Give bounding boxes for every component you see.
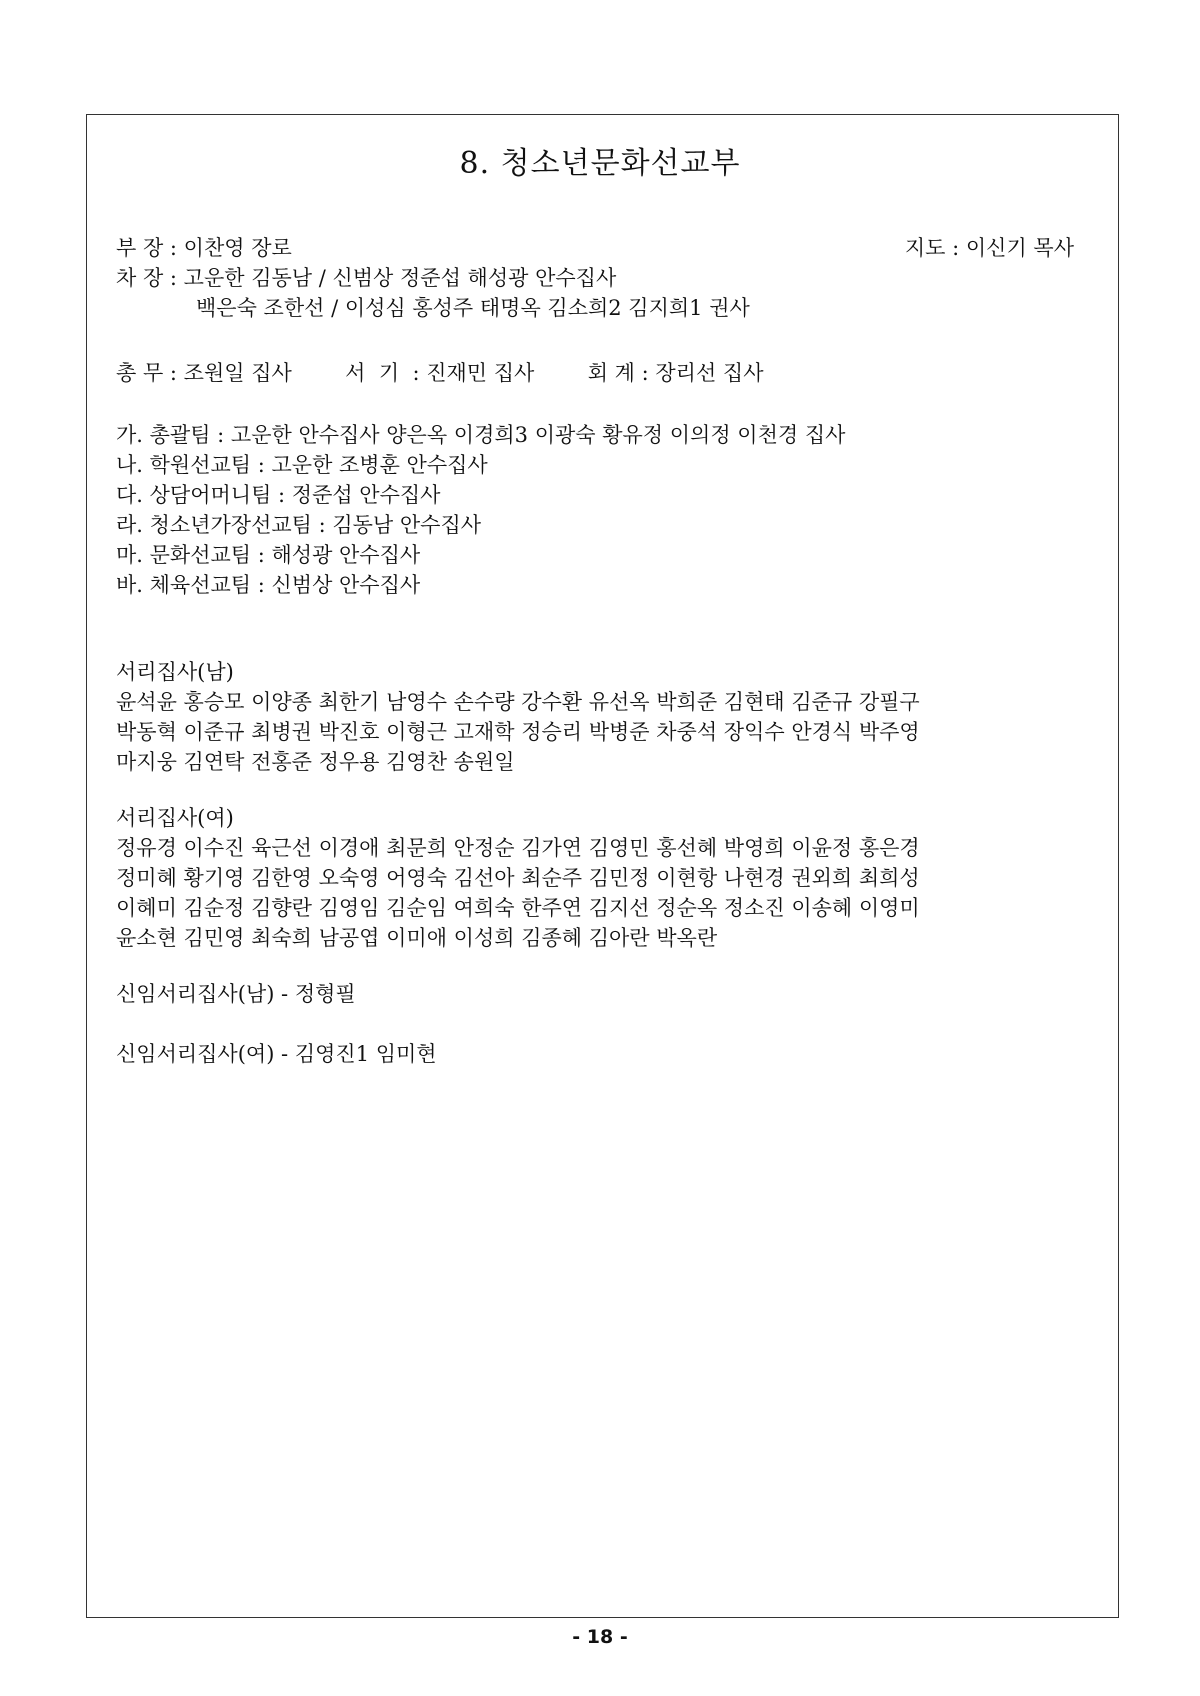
male-deacons-heading: 서리집사(남) <box>116 660 234 684</box>
name-list-line: 이혜미 김순정 김향란 김영임 김순임 여희숙 한주연 김지선 정순옥 정소진 이송혜 이영미 <box>116 896 920 920</box>
department-head: 부 장 : 이찬영 장로 <box>116 236 292 260</box>
advisor: 지도 : 이신기 목사 <box>904 236 1074 260</box>
name-list-line: 정미혜 황기영 김한영 오숙영 어영숙 김선아 최순주 김민정 이현항 나현경 권외희 최희성 <box>116 866 920 890</box>
name-list-line: 마지웅 김연탁 전홍준 정우용 김영찬 송원일 <box>116 750 515 774</box>
name-list-line: 박동혁 이준규 최병권 박진호 이형근 고재학 정승리 박병준 차중석 장익수 안경식 박주영 <box>116 720 920 744</box>
team-item: 나. 학원선교팀 : 고운한 조병훈 안수집사 <box>116 453 488 477</box>
team-item: 라. 청소년가장선교팀 : 김동남 안수집사 <box>116 513 482 537</box>
name-list-line: 윤석윤 홍승모 이양종 최한기 남영수 손수량 강수환 유선옥 박희준 김현태 김준규 강필구 <box>116 690 920 714</box>
vice-head-line-2: 백은숙 조한선 / 이성심 홍성주 태명옥 김소희2 김지희1 권사 <box>196 296 750 320</box>
team-item: 가. 총괄팀 : 고운한 안수집사 양은옥 이경희3 이광숙 황유정 이의정 이천경 집사 <box>116 423 846 447</box>
name-list-line: 윤소현 김민영 최숙희 남공엽 이미애 이성희 김종혜 김아란 박옥란 <box>116 926 718 950</box>
team-item: 마. 문화선교팀 : 해성광 안수집사 <box>116 543 421 567</box>
officers: 총 무 : 조원일 집사 서 기 : 진재민 집사 회 계 : 장리선 집사 <box>116 361 764 385</box>
team-item: 바. 체육선교팀 : 신범상 안수집사 <box>116 573 421 597</box>
team-item: 다. 상담어머니팀 : 정준섭 안수집사 <box>116 483 441 507</box>
page-number: - 18 - <box>572 1626 628 1648</box>
page-title: 8. 청소년문화선교부 <box>459 146 741 181</box>
female-deacons-heading: 서리집사(여) <box>116 806 234 830</box>
name-list-line: 정유경 이수진 육근선 이경애 최문희 안정순 김가연 김영민 홍선혜 박영희 이윤정 홍은경 <box>116 836 920 860</box>
new-male-deacons: 신임서리집사(남) - 정형필 <box>116 982 356 1006</box>
new-female-deacons: 신임서리집사(여) - 김영진1 임미현 <box>116 1042 437 1066</box>
vice-head-line-1: 차 장 : 고운한 김동남 / 신범상 정준섭 해성광 안수집사 <box>116 266 617 290</box>
